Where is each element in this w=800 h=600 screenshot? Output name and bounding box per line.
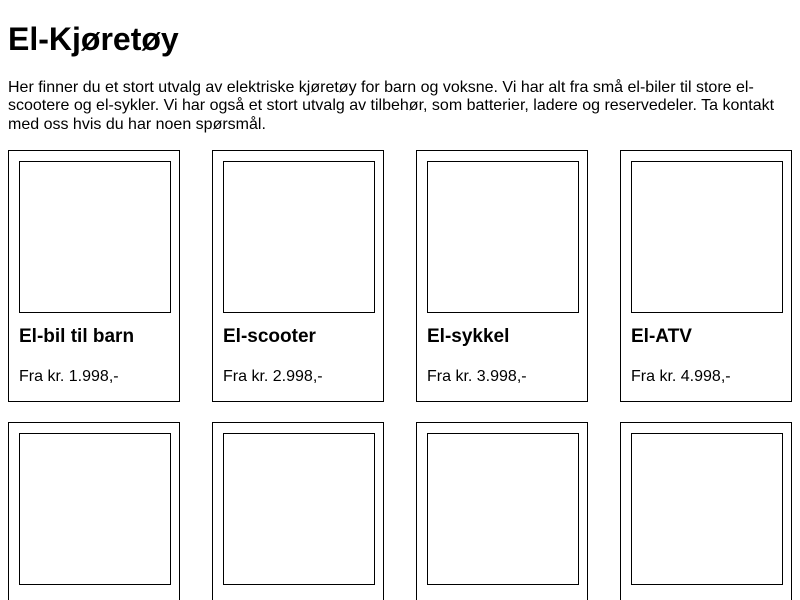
- product-image[interactable]: [19, 161, 171, 313]
- product-price: Fra kr. 4.998,-: [631, 368, 731, 385]
- product-name[interactable]: El-sykkel: [427, 326, 510, 347]
- product-card[interactable]: [416, 422, 588, 600]
- product-card[interactable]: [620, 150, 792, 402]
- product-card[interactable]: [8, 422, 180, 600]
- product-image[interactable]: [427, 433, 579, 585]
- product-card[interactable]: [212, 150, 384, 402]
- product-card[interactable]: [8, 150, 180, 402]
- product-image[interactable]: [223, 161, 375, 313]
- intro-text: Her finner du et stort utvalg av elektriske kjøretøy for barn og voksne. Vi har alt fra små el-biler til store el-scootere og el-sykler. Vi har også et stort utvalg av tilbehør, som batterier, ladere og reservedeler. Ta kontakt med oss hvis du har noen spørsmål.: [8, 79, 775, 133]
- product-card[interactable]: [620, 422, 792, 600]
- product-name[interactable]: El-scooter: [223, 326, 316, 347]
- product-name[interactable]: El-ATV: [631, 326, 692, 347]
- product-image[interactable]: [427, 161, 579, 313]
- product-card[interactable]: [416, 150, 588, 402]
- product-image[interactable]: [631, 433, 783, 585]
- product-image[interactable]: [19, 433, 171, 585]
- product-price: Fra kr. 2.998,-: [223, 368, 323, 385]
- product-price: Fra kr. 3.998,-: [427, 368, 527, 385]
- product-image[interactable]: [631, 161, 783, 313]
- product-grid: [8, 150, 792, 600]
- product-price: Fra kr. 1.998,-: [19, 368, 119, 385]
- page-title: El-Kjøretøy: [8, 21, 179, 57]
- product-image[interactable]: [223, 433, 375, 585]
- product-card[interactable]: [212, 422, 384, 600]
- product-name[interactable]: El-bil til barn: [19, 326, 135, 347]
